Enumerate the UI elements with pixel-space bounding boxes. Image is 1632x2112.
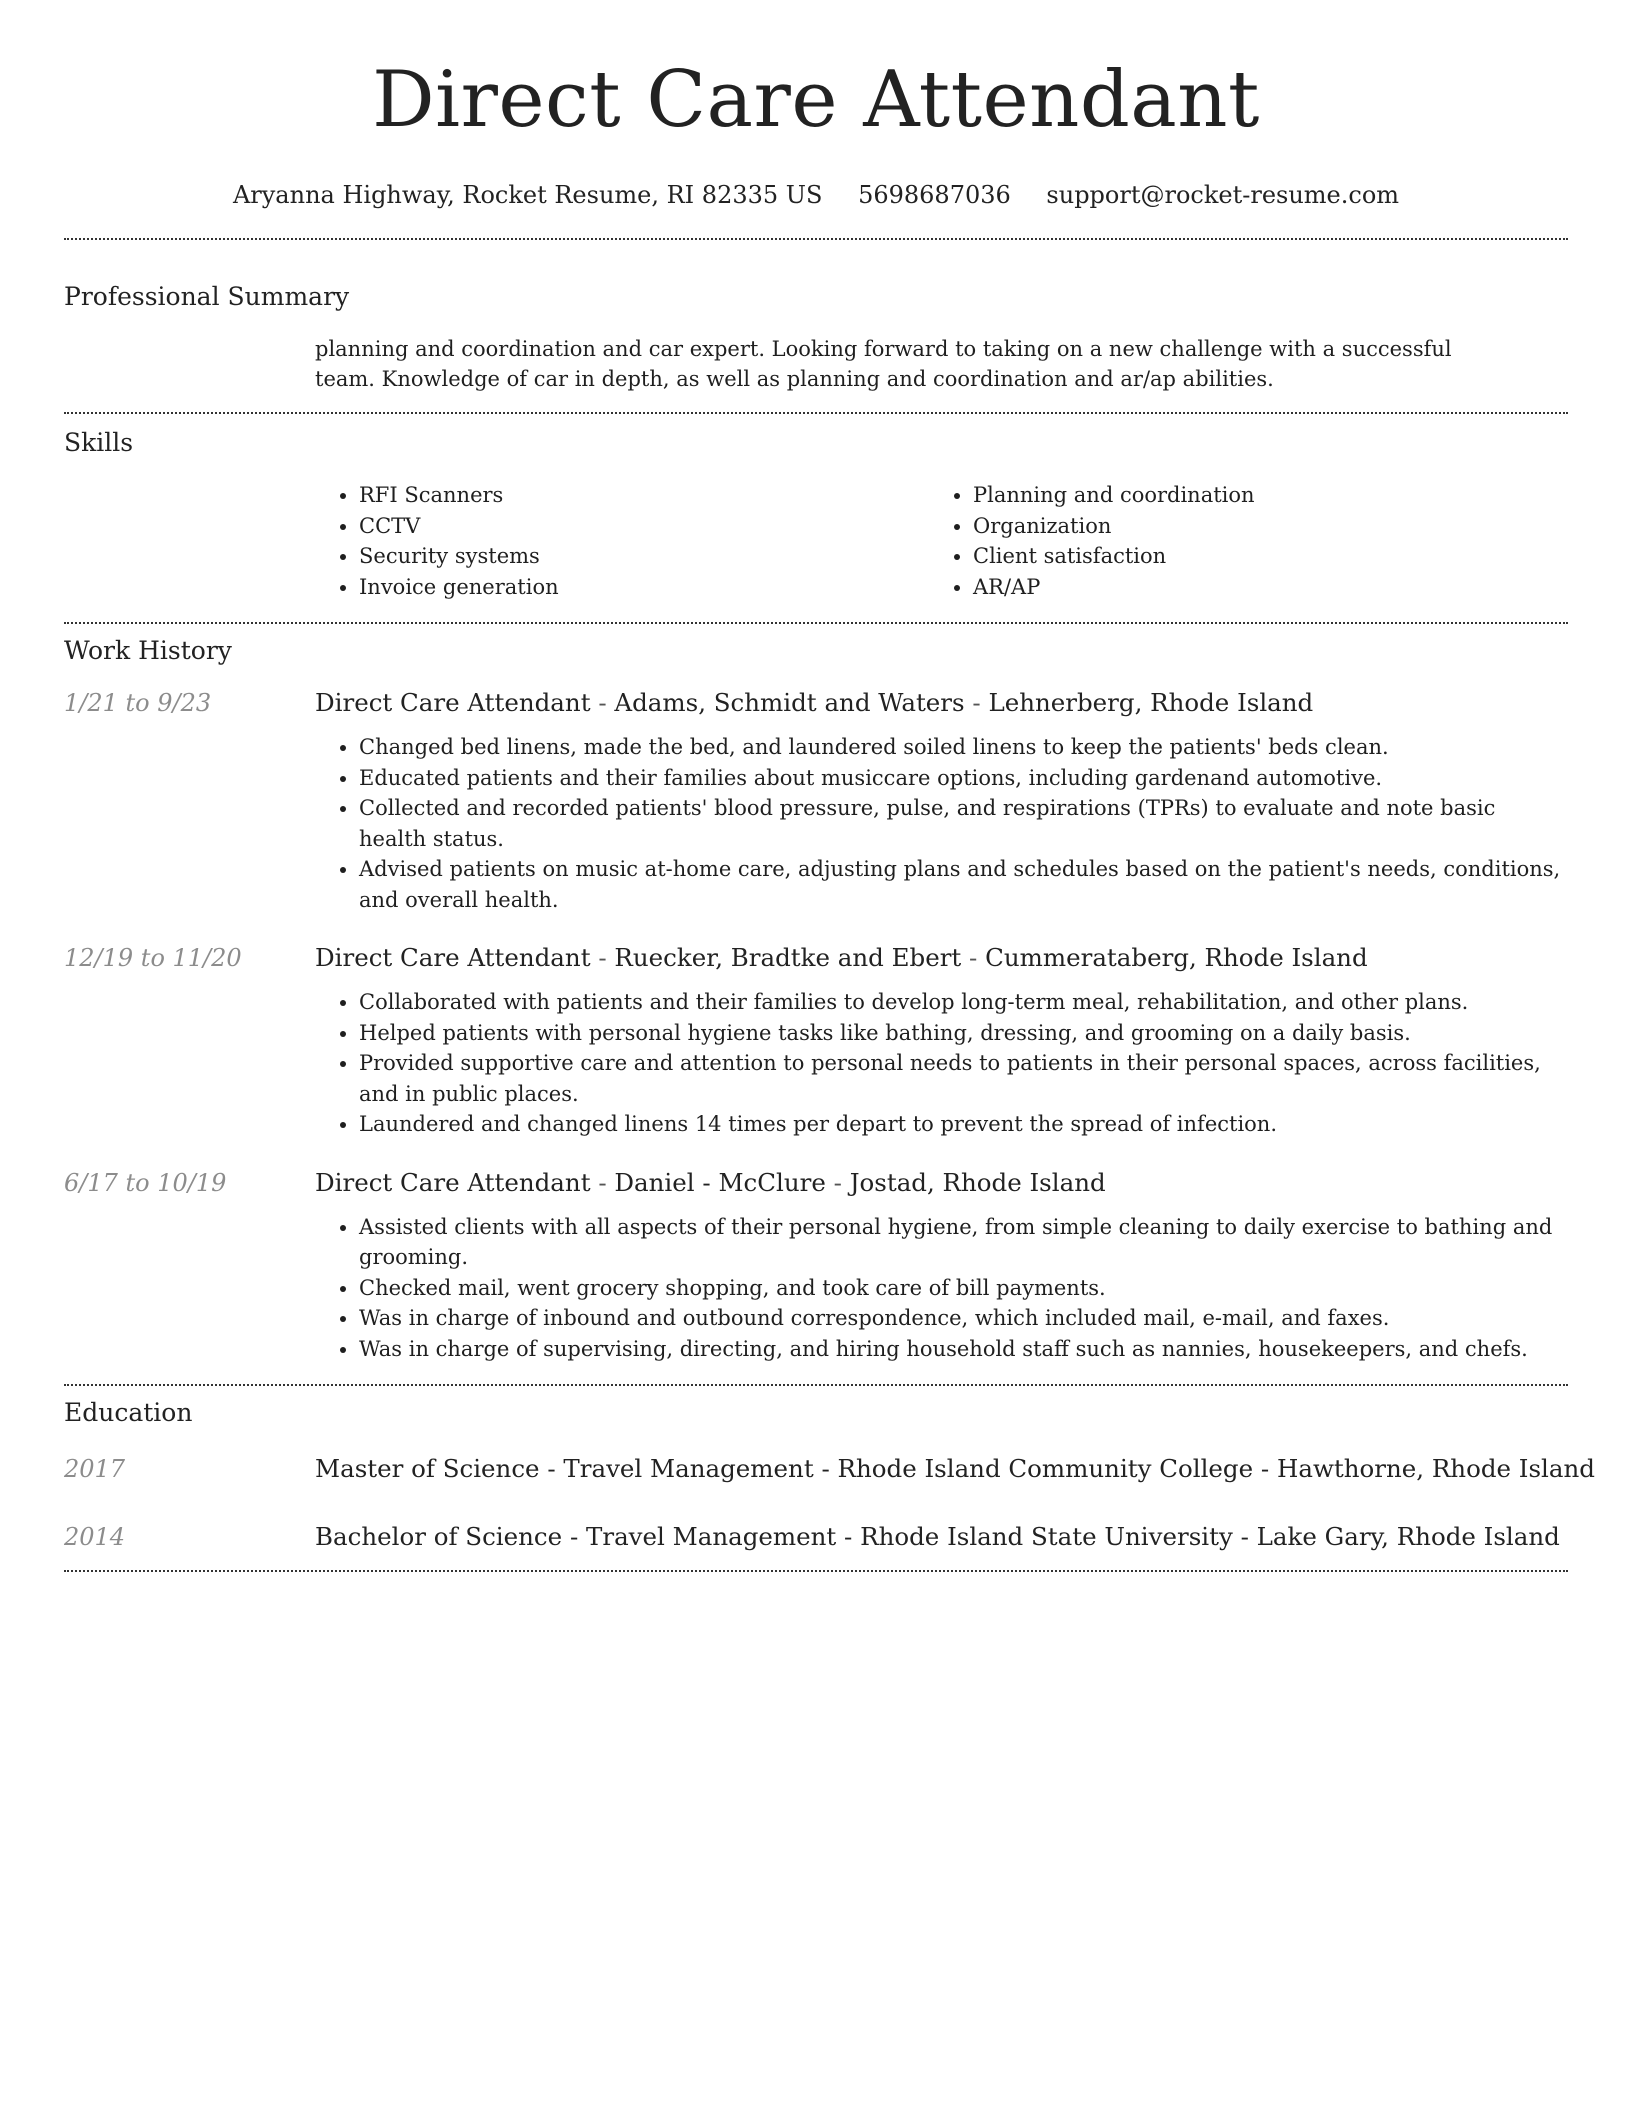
skills-column-1: [315, 480, 929, 602]
job-bullet: • Checked mail, went grocery shopping, and took care of bill payments.: [359, 1273, 1569, 1304]
section-title-skills: Skills: [64, 428, 134, 457]
skill-item: • CCTV: [359, 511, 929, 542]
skill-item: • RFI Scanners: [359, 480, 929, 511]
skill-item: • Client satisfaction: [973, 541, 1255, 572]
job-bullet: • Advised patients on music at-home care, adjusting plans and schedules based on the patient's needs, conditions, and overall health.: [359, 854, 1569, 915]
job-date: 12/19 to 11/20: [64, 944, 242, 972]
resume-page: [64, 0, 1595, 1572]
job-bullet: • Collaborated with patients and their families to develop long-term meal, rehabilitation, and other plans.: [359, 987, 1569, 1018]
job-bullet: • Was in charge of inbound and outbound correspondence, which included mail, e-mail, and faxes.: [359, 1303, 1569, 1334]
job-entry: [64, 686, 1568, 915]
contact-phone: 5698687036: [858, 181, 1011, 209]
education-school: Rhode Island Community College: [837, 1454, 1254, 1483]
job-employer: Daniel - McClure: [614, 1167, 826, 1197]
job-date: 1/21 to 9/23: [64, 689, 212, 717]
job-employer: Adams, Schmidt and Waters: [614, 688, 965, 717]
job-bullet: • Assisted clients with all aspects of their personal hygiene, from simple cleaning to daily exercise to bathing and grooming.: [359, 1212, 1569, 1273]
contact-email: support@rocket-resume.com: [1046, 181, 1400, 209]
education-location: Lake Gary, Rhode Island: [1256, 1522, 1560, 1551]
job-heading: Direct Care Attendant - Ruecker, Bradtke and Ebert - Cummerataberg, Rhode Island: [315, 943, 1368, 972]
job-bullets: [315, 987, 1569, 1140]
job-location: Lehnerberg, Rhode Island: [988, 688, 1314, 717]
section-title-work-history: Work History: [64, 636, 232, 665]
skill-item: • AR/AP: [973, 572, 1255, 603]
education-degree: Bachelor of Science: [315, 1522, 563, 1551]
job-heading: Direct Care Attendant - Adams, Schmidt and Waters - Lehnerberg, Rhode Island: [315, 688, 1314, 717]
education-line: Master of Science - Travel Management - Rhode Island Community College - Hawthorne, Rhode Island: [315, 1454, 1595, 1483]
divider: [64, 238, 1568, 240]
job-bullets: [315, 1212, 1569, 1365]
education-year: 2017: [64, 1455, 126, 1483]
job-bullet: • Collected and recorded patients' blood pressure, pulse, and respirations (TPRs) to evaluate and note basic health status.: [359, 793, 1569, 854]
resume-name: Direct Care Attendant: [372, 55, 1260, 145]
job-location: Jostad, Rhode Island: [849, 1167, 1106, 1197]
education-school: Rhode Island State University: [860, 1522, 1233, 1551]
job-title: Direct Care Attendant: [315, 943, 591, 972]
job-entry: [64, 1166, 1568, 1365]
contact-address: Aryanna Highway, Rocket Resume, RI 82335 US: [232, 181, 823, 209]
section-title-summary: Professional Summary: [64, 282, 350, 311]
divider: [64, 1570, 1568, 1572]
divider: [64, 1384, 1568, 1386]
skill-item: • Organization: [973, 511, 1255, 542]
skill-item: • Security systems: [359, 541, 929, 572]
job-bullet: • Was in charge of supervising, directing, and hiring household staff such as nannies, housekeepers, and chefs.: [359, 1334, 1569, 1365]
job-heading: Direct Care Attendant - Daniel - McClure - Jostad, Rhode Island: [315, 1167, 1106, 1197]
section-title-education: Education: [64, 1398, 193, 1427]
job-location: Cummerataberg, Rhode Island: [985, 943, 1368, 972]
job-title: Direct Care Attendant: [315, 1167, 591, 1197]
divider: [64, 622, 1568, 624]
job-date: 6/17 to 10/19: [64, 1168, 227, 1197]
education-line: Bachelor of Science - Travel Management - Rhode Island State University - Lake Gary, Rhode Island: [315, 1522, 1560, 1551]
job-bullet: • Provided supportive care and attention to personal needs to patients in their personal spaces, across facilities, and in public places.: [359, 1048, 1569, 1109]
education-year: 2014: [64, 1523, 126, 1551]
skills-list: [315, 480, 1568, 602]
education-field: Travel Management: [563, 1454, 814, 1483]
skill-item: • Invoice generation: [359, 572, 929, 603]
job-title: Direct Care Attendant: [315, 688, 591, 717]
education-entry: [64, 1452, 1595, 1486]
summary-text: planning and coordination and car expert. Looking forward to taking on a new challenge with a successful team. Knowledge of car in depth, as well as planning and coordination and ar/ap abilities.: [315, 337, 1452, 391]
education-degree: Master of Science: [315, 1454, 540, 1483]
education-entry: [64, 1520, 1568, 1554]
job-bullet: • Changed bed linens, made the bed, and laundered soiled linens to keep the patients' beds clean.: [359, 732, 1569, 763]
job-employer: Ruecker, Bradtke and Ebert: [614, 943, 962, 972]
job-entry: [64, 941, 1568, 1140]
job-bullet: • Helped patients with personal hygiene tasks like bathing, dressing, and grooming on a daily basis.: [359, 1018, 1569, 1049]
contact-line: [64, 178, 1568, 212]
job-bullet: • Educated patients and their families about musiccare options, including gardenand automotive.: [359, 763, 1569, 794]
education-location: Hawthorne, Rhode Island: [1276, 1454, 1595, 1483]
skills-column-2: [929, 480, 1255, 602]
divider: [64, 412, 1568, 414]
job-bullets: [315, 732, 1569, 915]
job-bullet: • Laundered and changed linens 14 times per depart to prevent the spread of infection.: [359, 1109, 1569, 1140]
education-field: Travel Management: [586, 1522, 837, 1551]
skill-item: • Planning and coordination: [973, 480, 1255, 511]
